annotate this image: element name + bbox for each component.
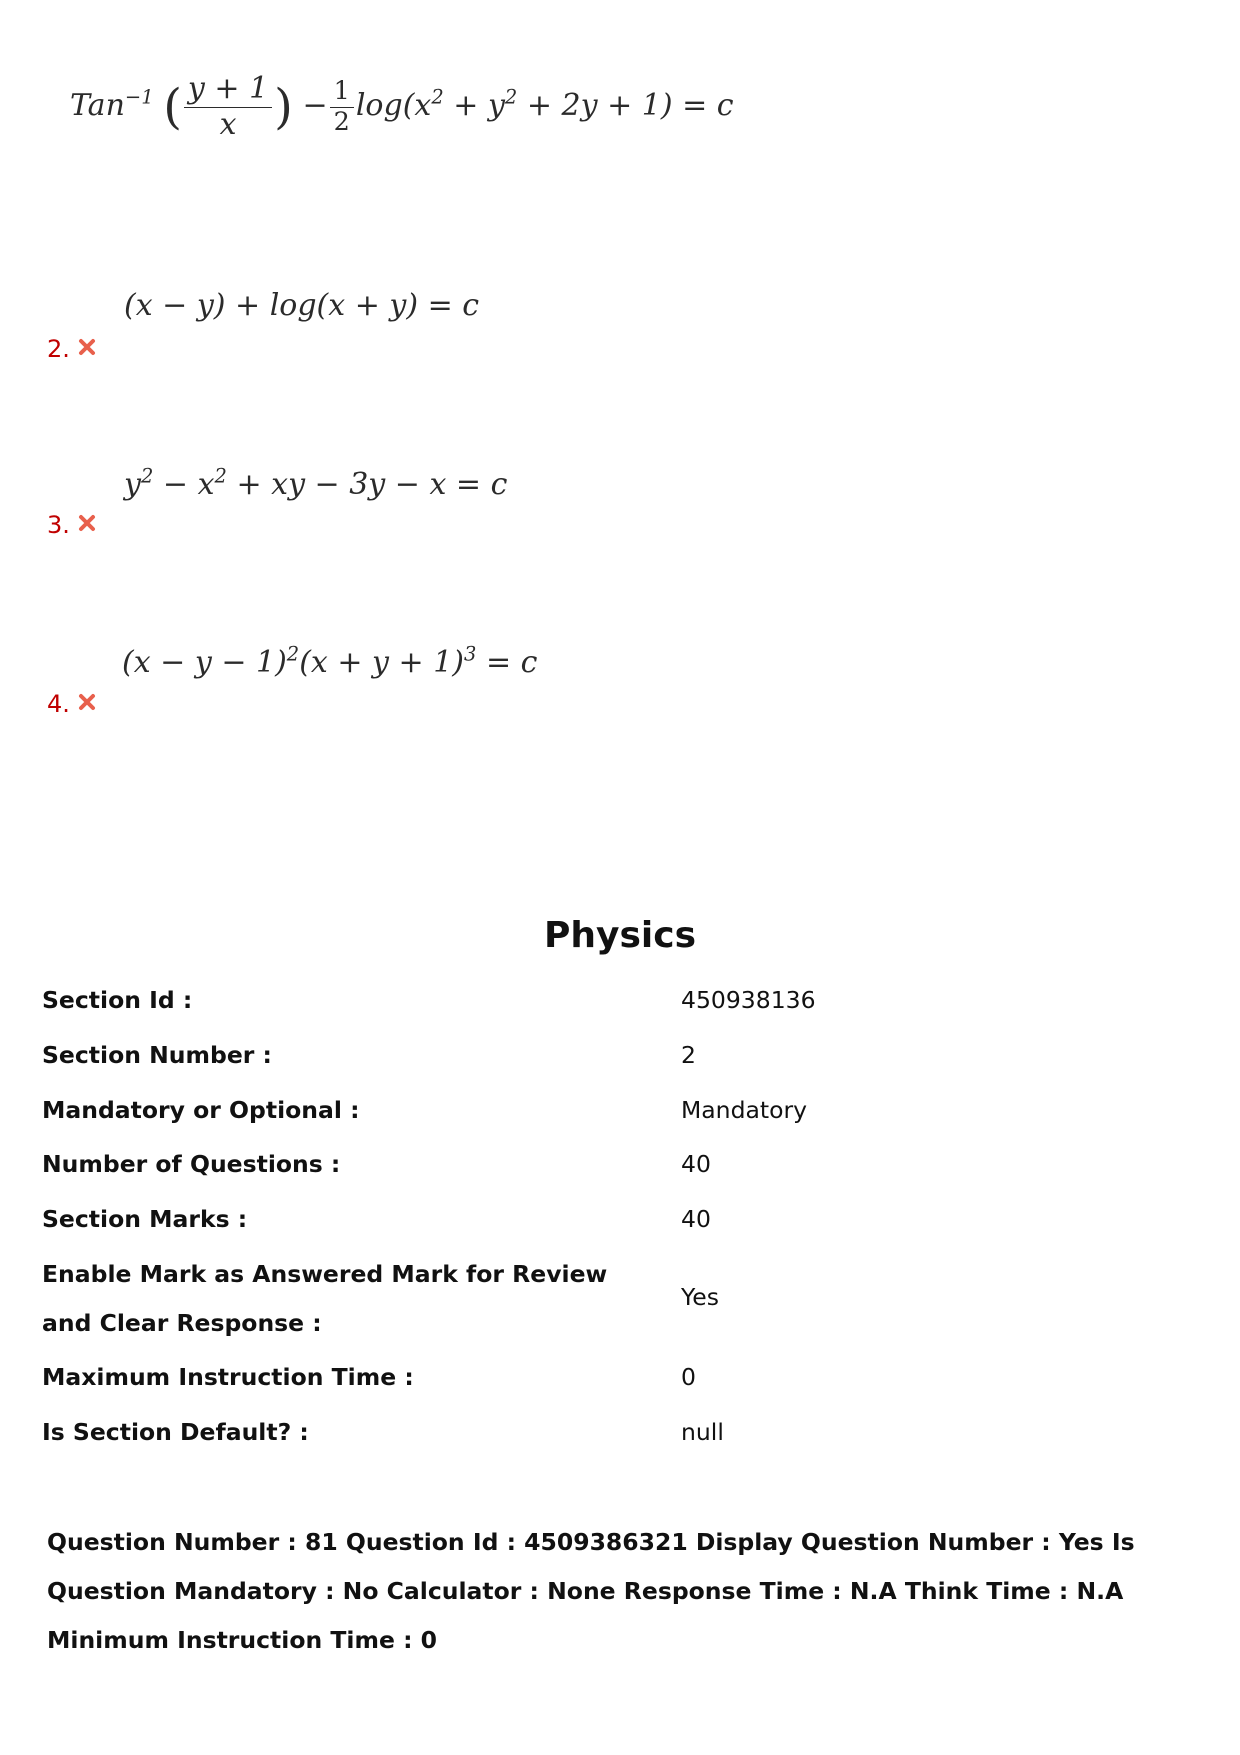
paren: ( <box>163 79 182 135</box>
eq-text: + y <box>443 88 505 123</box>
max-instruction-time-label: Maximum Instruction Time : <box>42 1363 414 1391</box>
eq-text: + xy − 3y − x = c <box>226 467 508 502</box>
section-id-value: 450938136 <box>681 986 816 1014</box>
frac-den: x <box>219 106 237 142</box>
section-title: Physics <box>543 915 696 956</box>
option-4-equation <box>122 642 538 680</box>
eq-sup: 2 <box>286 642 300 666</box>
eq-text: + 2y + 1) = c <box>517 88 734 123</box>
section-number-label: Section Number : <box>42 1041 272 1069</box>
section-id-label: Section Id : <box>42 986 193 1014</box>
option-4-number: 4. <box>47 690 70 718</box>
section-marks-value: 40 <box>681 1205 711 1233</box>
is-section-default-label: Is Section Default? : <box>42 1418 309 1446</box>
is-section-default-value: null <box>681 1418 724 1446</box>
frac-den: 2 <box>333 106 350 137</box>
eq-text: y <box>124 467 141 502</box>
eq-sup: −1 <box>124 85 154 109</box>
eq-text: Tan <box>70 88 125 123</box>
eq-sup: 2 <box>214 464 227 488</box>
eq-sup: 2 <box>431 85 444 109</box>
fraction-half <box>330 77 354 137</box>
section-marks-label: Section Marks : <box>42 1205 248 1233</box>
frac-num: y + 1 <box>184 72 272 108</box>
frac-num: 1 <box>330 77 354 107</box>
cross-icon <box>78 338 96 356</box>
mandatory-value: Mandatory <box>681 1096 808 1124</box>
fraction <box>184 72 272 142</box>
max-instruction-time-value: 0 <box>681 1363 696 1391</box>
option-2-number: 2. <box>47 335 70 363</box>
eq-text: log(x <box>355 88 432 123</box>
cross-icon <box>78 693 96 711</box>
option-2-equation: (x − y) + log(x + y) = c <box>124 288 480 323</box>
eq-text: (x + y + 1) <box>299 645 464 680</box>
enable-mark-value: Yes <box>681 1283 719 1311</box>
option-3-number: 3. <box>47 511 70 539</box>
eq-sup: 3 <box>463 642 477 666</box>
cross-icon <box>78 514 96 532</box>
paren: ) <box>274 79 293 135</box>
option-3-equation <box>124 464 508 502</box>
eq-sup: 2 <box>140 464 154 488</box>
eq-sup: 2 <box>504 85 518 109</box>
enable-mark-label: Enable Mark as Answered Mark for Review and Clear Response : <box>42 1260 608 1337</box>
eq-text: (x − y − 1) <box>122 645 287 680</box>
section-number-value: 2 <box>681 1041 696 1069</box>
eq-text: = c <box>476 645 538 680</box>
number-of-questions-label: Number of Questions : <box>42 1150 341 1178</box>
eq-text: − <box>302 88 328 123</box>
option-1-equation <box>70 72 734 142</box>
question-info: Question Number : 81 Question Id : 4509386321 Display Question Number : Yes Is Question Mandatory : No Calculator : None Response Time : N.A Think Time : N.A Minimum Instruction Time : 0 <box>47 1528 1135 1654</box>
number-of-questions-value: 40 <box>681 1150 711 1178</box>
eq-text: − x <box>153 467 215 502</box>
mandatory-label: Mandatory or Optional : <box>42 1096 360 1124</box>
